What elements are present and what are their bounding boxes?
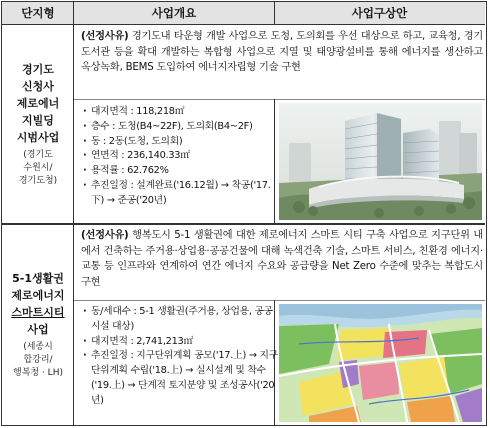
- grid-line: [74, 300, 485, 301]
- list-item: · 연면적 : 236,140.33㎡: [82, 149, 278, 164]
- row1-details: [82, 105, 278, 209]
- land-use-map-image: [279, 304, 482, 422]
- row2-type-cell: [2, 224, 74, 425]
- project-table: [1, 1, 487, 426]
- list-item: · 추진일정 : 지구단위계획 공모('17.上) → 지구단위계획 수립('18.上) → 실시설계 및 착수('19.上) → 단계적 토지분양 및 조성공사('20년): [82, 349, 278, 408]
- row2-subtitle: (세종시 합강리/ 행복청 · LH): [13, 341, 63, 378]
- row1-subtitle: (경기도 수원시/ 경기도청): [18, 150, 58, 186]
- list-item: · 용적률 : 62.762%: [82, 164, 278, 179]
- list-item: · 추진일정 : 설계완료('16.12월) → 착공('17.下) → 준공('20년): [82, 179, 278, 209]
- row2-reason: (선정사유) 행복도시 5-1 생활권에 대한 제로에너지 스마트 시티 구축 사업으로 지구단위 내에서 건축하는 주거용·상업용·공공건물에 대해 녹색건축 기술, 스마트 서비스, 친환경 에너지·교통 등 인프라와 연계하여 연간 에너지 수요와 공급량을 Net Zero 수준에 맞추는 복합도시 구현: [81, 230, 483, 288]
- list-item: · 층수 : 도청(B4~22F), 도의회(B4~2F): [82, 120, 278, 135]
- row2-details: [82, 305, 278, 409]
- row2-title: 5-1생활권 제로에너지 스마트시티 사업: [11, 271, 65, 336]
- grid-line: [2, 223, 485, 225]
- row1-title: 경기도 신청사 제로에너 지빌딩 시범사업: [16, 63, 60, 144]
- list-item: · 동/세대수 : 5-1 생활권(주거용, 상업용, 공공 시설 대상): [82, 305, 278, 335]
- header-type: 단지형: [2, 2, 74, 25]
- header-overview: 사업개요: [74, 2, 274, 25]
- list-item: · 대지면적 : 118,218㎡: [82, 105, 278, 120]
- grid-line: [274, 2, 275, 25]
- row1-type-cell: [2, 26, 74, 223]
- list-item: · 동 : 2동(도청, 도의회): [82, 135, 278, 150]
- building-rendering-image: [279, 103, 482, 220]
- header-plan: 사업구상안: [274, 2, 485, 25]
- list-item: · 대지면적 : 2,741,213㎡: [82, 335, 278, 350]
- grid-line: [74, 99, 485, 100]
- row1-reason: (선정사유) 경기도내 타운형 개발 사업으로 도청, 도의회를 우선 대상으로 하고, 교육청, 경기도서관 등을 확대 개발하는 복합형 사업으로 지열 및 태양광설비를 통해 에너지를 생산하고 옥상녹화, BEMS 도입하여 에너지자립형 기술 구현: [81, 31, 483, 74]
